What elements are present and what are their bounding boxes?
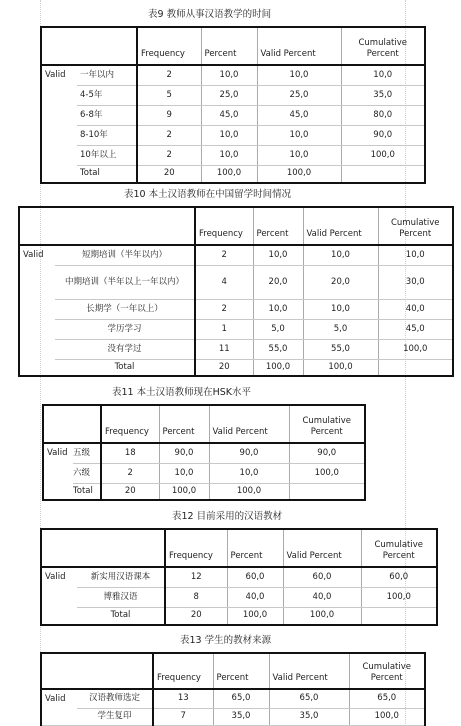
table-11	[42, 404, 366, 501]
header-percent: Percent	[213, 653, 269, 689]
row-label: 六级	[73, 463, 101, 483]
cell-percent: 35,0	[213, 708, 269, 725]
header-valid-percent: Valid Percent	[269, 653, 349, 689]
table-10-caption: 表10 本土汉语教师在中国留学时间情况	[124, 189, 292, 200]
cell-percent: 20,0	[253, 265, 303, 299]
cell-percent: 100,0	[253, 359, 303, 376]
cell-cumulative-percent: 100,0	[349, 708, 425, 725]
group-label: Valid	[41, 65, 77, 183]
row-label: 长期学（一年以上）	[55, 299, 195, 319]
row-label: 中期培训（半年以上一年以内）	[55, 265, 195, 299]
table-row	[41, 145, 425, 165]
cell-valid-percent: 65,0	[269, 689, 349, 708]
header-frequency: Frequency	[165, 529, 227, 567]
cell-cumulative-percent: 90,0	[341, 125, 425, 145]
cell-valid-percent: 10,0	[209, 463, 289, 483]
cell-valid-percent: 100,0	[303, 359, 378, 376]
row-label: 没有学过	[55, 339, 195, 359]
cell-percent: 100,0	[227, 607, 283, 625]
cell-frequency: 2	[101, 463, 159, 483]
table-11-corner	[43, 405, 101, 443]
cell-cumulative-percent: 65,0	[349, 689, 425, 708]
table-row	[41, 607, 437, 625]
table-10-corner	[19, 207, 195, 245]
header-valid-percent: Valid Percent	[209, 405, 289, 443]
table-12-corner	[41, 529, 165, 567]
cell-cumulative-percent: 100,0	[341, 145, 425, 165]
table-11-caption: 表11 本土汉语教师现在HSK水平	[112, 387, 252, 398]
cell-cumulative-percent	[289, 483, 365, 500]
cell-valid-percent: 35,0	[269, 708, 349, 725]
cell-frequency: 20	[195, 359, 253, 376]
cell-valid-percent: 45,0	[257, 105, 341, 125]
cell-percent: 10,0	[201, 145, 257, 165]
cell-valid-percent: 90,0	[209, 443, 289, 463]
cell-frequency: 5	[137, 85, 201, 105]
cell-percent: 10,0	[253, 245, 303, 265]
group-label: Valid	[19, 245, 55, 376]
cell-valid-percent: 10,0	[257, 125, 341, 145]
table-row	[19, 299, 453, 319]
cell-cumulative-percent: 60,0	[361, 567, 437, 587]
cell-cumulative-percent: 10,0	[341, 65, 425, 85]
row-label: 汉语教师选定	[77, 689, 153, 708]
cell-frequency: 8	[165, 587, 227, 607]
row-label: 6-8年	[77, 105, 137, 125]
row-label: 10年以上	[77, 145, 137, 165]
cell-cumulative-percent	[378, 359, 453, 376]
table-13-caption: 表13 学生的教材来源	[180, 635, 272, 646]
header-percent: Percent	[253, 207, 303, 245]
table-row	[43, 483, 365, 500]
cell-frequency: 2	[195, 245, 253, 265]
cell-cumulative-percent: 100,0	[289, 463, 365, 483]
table-12	[40, 528, 438, 626]
table-row	[41, 587, 437, 607]
cell-percent: 100,0	[159, 483, 209, 500]
cell-percent: 10,0	[201, 65, 257, 85]
cell-valid-percent: 100,0	[257, 165, 341, 183]
cell-frequency: 18	[101, 443, 159, 463]
cell-valid-percent: 10,0	[303, 299, 378, 319]
cell-valid-percent: 25,0	[257, 85, 341, 105]
cell-valid-percent: 55,0	[303, 339, 378, 359]
table-row	[41, 125, 425, 145]
header-percent: Percent	[227, 529, 283, 567]
table-row	[19, 265, 453, 299]
row-label: Total	[73, 483, 101, 500]
table-13	[40, 652, 426, 726]
cell-frequency: 2	[137, 65, 201, 85]
cell-frequency: 2	[195, 299, 253, 319]
row-label: 新实用汉语课本	[77, 567, 165, 587]
table-row	[41, 105, 425, 125]
table-row	[41, 689, 425, 708]
cell-percent: 10,0	[253, 299, 303, 319]
table-row	[41, 165, 425, 183]
cell-frequency: 13	[153, 689, 213, 708]
cell-percent: 10,0	[159, 463, 209, 483]
header-valid-percent: Valid Percent	[303, 207, 378, 245]
cell-frequency: 12	[165, 567, 227, 587]
cell-cumulative-percent: 45,0	[378, 319, 453, 339]
cell-cumulative-percent: 80,0	[341, 105, 425, 125]
cell-percent: 90,0	[159, 443, 209, 463]
cell-percent: 45,0	[201, 105, 257, 125]
cell-percent: 25,0	[201, 85, 257, 105]
cell-valid-percent: 10,0	[303, 245, 378, 265]
table-row	[19, 245, 453, 265]
row-label: Total	[55, 359, 195, 376]
table-13-corner	[41, 653, 153, 689]
table-row	[41, 85, 425, 105]
header-frequency: Frequency	[101, 405, 159, 443]
row-label: 8-10年	[77, 125, 137, 145]
row-label: 学历学习	[55, 319, 195, 339]
row-label: 五级	[73, 443, 101, 463]
row-label: 短期培训（半年以内）	[55, 245, 195, 265]
table-row	[43, 443, 365, 463]
table-9	[40, 26, 426, 184]
cell-frequency: 9	[137, 105, 201, 125]
cell-cumulative-percent: 40,0	[378, 299, 453, 319]
cell-cumulative-percent: 100,0	[378, 339, 453, 359]
cell-frequency: 20	[165, 607, 227, 625]
cell-valid-percent: 10,0	[257, 145, 341, 165]
table-row	[19, 339, 453, 359]
cell-frequency: 11	[195, 339, 253, 359]
table-9-corner	[41, 27, 137, 65]
cell-valid-percent: 100,0	[283, 607, 361, 625]
table-10	[18, 206, 454, 377]
header-cumulative-percent: Cumulative Percent	[349, 653, 425, 689]
cell-cumulative-percent: 10,0	[378, 245, 453, 265]
table-9-caption: 表9 教师从事汉语教学的时间	[148, 9, 272, 20]
row-label: 一年以内	[77, 65, 137, 85]
group-label: Valid	[41, 689, 77, 725]
cell-frequency: 2	[137, 145, 201, 165]
cell-valid-percent: 60,0	[283, 567, 361, 587]
cell-frequency: 1	[195, 319, 253, 339]
row-label: 学生复印	[77, 708, 153, 725]
group-label: Valid	[41, 567, 77, 625]
header-percent: Percent	[159, 405, 209, 443]
cell-frequency: 2	[137, 125, 201, 145]
cell-cumulative-percent	[361, 607, 437, 625]
cell-cumulative-percent: 100,0	[361, 587, 437, 607]
cell-percent: 65,0	[213, 689, 269, 708]
table-row	[41, 708, 425, 725]
table-row	[41, 567, 437, 587]
cell-cumulative-percent: 35,0	[341, 85, 425, 105]
cell-valid-percent: 10,0	[257, 65, 341, 85]
row-label: 博雅汉语	[77, 587, 165, 607]
cell-frequency: 4	[195, 265, 253, 299]
cell-cumulative-percent: 30,0	[378, 265, 453, 299]
cell-percent: 40,0	[227, 587, 283, 607]
cell-valid-percent: 20,0	[303, 265, 378, 299]
header-frequency: Frequency	[137, 27, 201, 65]
table-row	[19, 319, 453, 339]
cell-valid-percent: 40,0	[283, 587, 361, 607]
cell-cumulative-percent	[341, 165, 425, 183]
header-cumulative-percent: Cumulative Percent	[341, 27, 425, 65]
header-frequency: Frequency	[195, 207, 253, 245]
row-label: Total	[77, 165, 137, 183]
cell-valid-percent: 100,0	[209, 483, 289, 500]
cell-cumulative-percent: 90,0	[289, 443, 365, 463]
table-row	[43, 463, 365, 483]
header-valid-percent: Valid Percent	[257, 27, 341, 65]
cell-valid-percent: 5,0	[303, 319, 378, 339]
table-row	[19, 359, 453, 376]
group-label: Valid	[43, 443, 73, 500]
cell-percent: 10,0	[201, 125, 257, 145]
cell-frequency: 20	[137, 165, 201, 183]
header-percent: Percent	[201, 27, 257, 65]
cell-percent: 55,0	[253, 339, 303, 359]
cell-frequency: 7	[153, 708, 213, 725]
header-cumulative-percent: Cumulative Percent	[361, 529, 437, 567]
cell-percent: 5,0	[253, 319, 303, 339]
cell-frequency: 20	[101, 483, 159, 500]
table-row	[41, 65, 425, 85]
table-12-caption: 表12 目前采用的汉语教材	[172, 511, 283, 522]
cell-percent: 60,0	[227, 567, 283, 587]
header-cumulative-percent: Cumulative Percent	[378, 207, 453, 245]
row-label: 4-5年	[77, 85, 137, 105]
row-label: Total	[77, 607, 165, 625]
header-frequency: Frequency	[153, 653, 213, 689]
cell-percent: 100,0	[201, 165, 257, 183]
header-valid-percent: Valid Percent	[283, 529, 361, 567]
header-cumulative-percent: Cumulative Percent	[289, 405, 365, 443]
